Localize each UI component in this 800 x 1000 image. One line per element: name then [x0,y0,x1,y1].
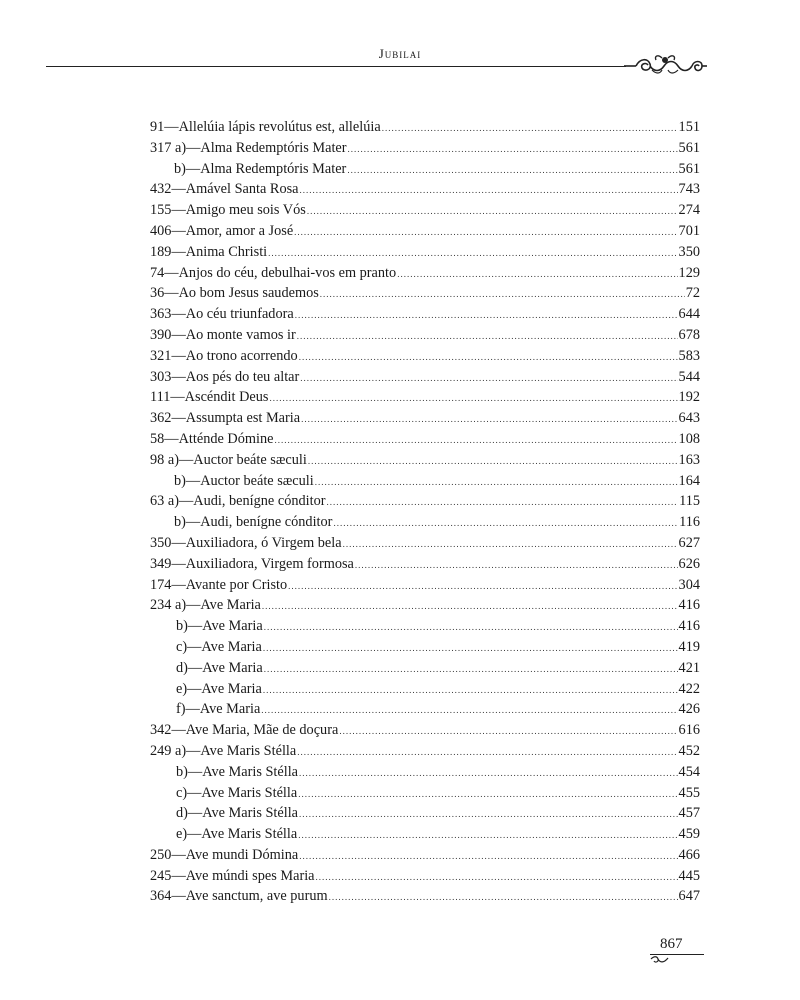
toc-entry-page: 701 [678,222,700,239]
toc-entry-title: d)—Ave Maris Stélla [176,805,299,822]
toc-dot-leader [315,472,678,493]
toc-dot-leader [329,887,678,908]
toc-entry-page: 644 [678,306,700,323]
toc-entry [150,429,700,450]
toc-entry [150,367,700,388]
toc-entry [150,575,700,596]
toc-dot-leader [348,139,678,160]
toc-entry [150,533,700,554]
toc-entry-page: 116 [679,514,700,531]
toc-entry-title: e)—Ave Maris Stélla [176,826,298,843]
toc-entry-page: 583 [678,347,700,364]
toc-entry [150,595,700,616]
toc-entry [150,117,700,138]
toc-entry [150,450,700,471]
toc-dot-leader [294,222,677,243]
toc-entry [150,325,700,346]
toc-dot-leader [263,680,678,701]
toc-entry [150,679,700,700]
toc-entry-title: 58—Atténde Dómine [150,430,274,447]
toc-entry-page: 426 [678,701,700,718]
toc-entry-title: 91—Allelúia lápis revolútus est, allelúia [150,119,381,135]
toc-entry-page: 108 [678,430,700,447]
toc-entry [150,699,700,720]
toc-entry-page: 459 [678,826,700,843]
toc-dot-leader [355,555,678,576]
toc-dot-leader [299,846,677,867]
toc-entry [150,512,700,533]
toc-entry-title: b)—Ave Maria [176,618,263,635]
toc-entry-page: 626 [678,555,700,572]
toc-dot-leader [333,513,678,534]
toc-dot-leader [269,388,677,409]
toc-dot-leader [264,659,678,680]
toc-dot-leader [261,700,677,721]
toc-dot-leader [382,118,678,139]
toc-entry-title: 250—Ave mundi Dómina [150,846,299,863]
toc-entry-page: 627 [678,534,700,551]
toc-entry-page: 647 [678,888,700,905]
toc-entry [150,221,700,242]
toc-entry [150,263,700,284]
toc-entry-title: 174—Avante por Cristo [150,576,288,593]
toc-entry-page: 457 [678,805,700,822]
toc-dot-leader [297,742,677,763]
toc-entry [150,783,700,804]
toc-entry-title: b)—Audi, benígne cónditor [174,514,333,531]
toc-dot-leader [299,804,678,825]
toc-entry-page: 163 [678,451,700,468]
toc-entry [150,554,700,575]
toc-entry [150,824,700,845]
toc-entry [150,637,700,658]
toc-entry [150,346,700,367]
toc-dot-leader [299,347,678,368]
toc-entry-title: c)—Ave Maria [176,638,262,655]
toc-entry-title: 111—Ascéndit Deus [150,389,269,406]
toc-entry-page: 544 [678,368,700,385]
toc-entry-title: 342—Ave Maria, Mãe de doçura [150,722,339,739]
toc-entry-title: 317 a)—Alma Redemptóris Mater [150,139,347,156]
toc-entry [150,866,700,887]
toc-entry-page: 274 [678,202,700,219]
toc-dot-leader [297,326,678,347]
toc-dot-leader [339,721,677,742]
toc-entry-title: 432—Amável Santa Rosa [150,181,299,198]
toc-entry [150,200,700,221]
toc-dot-leader [298,825,677,846]
toc-entry-page: 561 [678,160,700,177]
toc-entry-title: 36—Ao bom Jesus saudemos [150,285,319,302]
toc-entry-title: 303—Aos pés do teu altar [150,368,300,385]
toc-entry-title: 321—Ao trono acorrendo [150,347,298,364]
toc-dot-leader [308,451,678,472]
toc-entry-page: 743 [678,181,700,198]
toc-entry-title: e)—Ave Maria [176,680,262,697]
toc-entry-page: 192 [678,389,700,406]
toc-entry [150,762,700,783]
toc-entry [150,179,700,200]
toc-dot-leader [295,305,678,326]
toc-dot-leader [263,638,678,659]
toc-dot-leader [299,763,678,784]
toc-dot-leader [264,617,678,638]
toc-entry-title: 234 a)—Ave Maria [150,597,261,614]
toc-entry-page: 151 [678,119,700,135]
toc-dot-leader [301,409,677,430]
toc-entry-page: 454 [678,763,700,780]
toc-dot-leader [343,534,678,555]
toc-entry-title: b)—Ave Maris Stélla [176,763,299,780]
toc-entry-page: 561 [678,139,700,156]
toc-entry [150,720,700,741]
toc-entry [150,283,700,304]
scroll-ornament-icon [622,52,708,80]
toc-dot-leader [307,201,678,222]
toc-dot-leader [268,243,677,264]
running-header-title: Jubilai [378,46,422,61]
toc-entry [150,304,700,325]
toc-entry-title: 364—Ave sanctum, ave purum [150,888,328,905]
toc-entry [150,491,700,512]
toc-entry [150,242,700,263]
toc-dot-leader [300,180,678,201]
toc-entry-page: 419 [678,638,700,655]
table-of-contents [150,117,700,907]
toc-entry [150,803,700,824]
toc-entry-title: b)—Alma Redemptóris Mater [174,160,347,177]
toc-entry-title: f)—Ave Maria [176,701,261,718]
toc-entry-page: 72 [685,285,700,302]
toc-entry-page: 416 [678,597,700,614]
toc-entry-title: 74—Anjos do céu, debulhai-vos em pranto [150,264,397,281]
toc-entry [150,886,700,907]
toc-dot-leader [262,596,678,617]
toc-entry-page: 164 [678,472,700,489]
toc-entry-title: b)—Auctor beáte sæculi [174,472,314,489]
page-number: 867 [660,936,683,952]
toc-dot-leader [275,430,678,451]
toc-entry-page: 416 [678,618,700,635]
small-scroll-ornament-icon [650,955,670,965]
header-rule [46,66,626,67]
toc-entry-page: 466 [678,846,700,863]
toc-entry-page: 643 [678,410,700,427]
toc-entry-title: 98 a)—Auctor beáte sæculi [150,451,307,468]
toc-dot-leader [320,284,685,305]
toc-dot-leader [397,264,677,285]
toc-entry [150,616,700,637]
toc-entry [150,408,700,429]
toc-entry-page: 422 [678,680,700,697]
toc-entry [150,387,700,408]
toc-dot-leader [347,160,677,181]
toc-entry-page: 350 [678,243,700,260]
toc-entry-title: 390—Ao monte vamos ir [150,326,296,343]
toc-entry [150,741,700,762]
toc-entry-title: 63 a)—Audi, benígne cónditor [150,493,326,510]
toc-entry-page: 304 [678,576,700,593]
toc-entry-page: 421 [678,659,700,676]
toc-entry-title: 350—Auxiliadora, ó Virgem bela [150,534,342,551]
toc-entry-title: 245—Ave múndi spes Maria [150,867,315,884]
toc-entry-title: 349—Auxiliadora, Virgem formosa [150,555,354,572]
toc-entry-page: 616 [678,722,700,739]
toc-dot-leader [327,492,679,513]
toc-dot-leader [316,867,678,888]
toc-entry [150,845,700,866]
toc-entry-title: 249 a)—Ave Maris Stélla [150,742,297,759]
toc-entry-title: 155—Amigo meu sois Vós [150,202,306,219]
toc-entry-title: c)—Ave Maris Stélla [176,784,298,801]
toc-entry-page: 678 [678,326,700,343]
toc-entry-title: 189—Anima Christi [150,243,268,260]
toc-entry-title: d)—Ave Maria [176,659,263,676]
toc-entry [150,159,700,180]
toc-entry-page: 455 [678,784,700,801]
toc-dot-leader [300,368,677,389]
toc-entry-title: 362—Assumpta est Maria [150,410,301,427]
toc-entry-page: 452 [678,742,700,759]
toc-dot-leader [298,784,677,805]
toc-entry-page: 129 [678,264,700,281]
toc-entry [150,658,700,679]
toc-entry-title: 363—Ao céu triunfadora [150,306,294,323]
toc-dot-leader [288,576,677,597]
toc-entry-page: 115 [679,493,700,510]
toc-entry-page: 445 [678,867,700,884]
toc-entry-title: 406—Amor, amor a José [150,222,294,239]
toc-entry [150,138,700,159]
toc-entry [150,471,700,492]
